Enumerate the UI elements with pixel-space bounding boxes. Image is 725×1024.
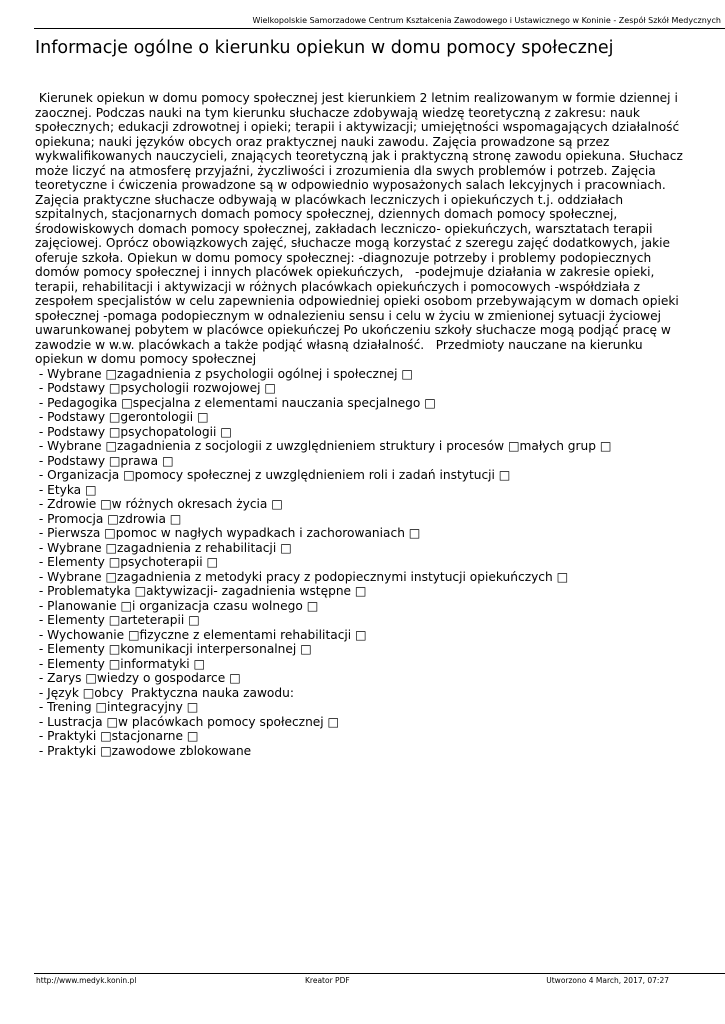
subject-list-item: - Elementy □psychoterapii □ bbox=[35, 555, 219, 569]
footer-created-date: Utworzono 4 March, 2017, 07:27 bbox=[546, 976, 669, 985]
subject-list-item: - Wybrane □zagadnienia z rehabilitacji □ bbox=[35, 540, 292, 555]
subject-list bbox=[35, 367, 705, 759]
subject-list-item: - Organizacja □pomocy społecznej z uwzględnieniem roli i zadań instytucji □ bbox=[35, 468, 511, 482]
article-body bbox=[35, 91, 705, 758]
subject-list-item: - Etyka □ bbox=[35, 482, 97, 497]
subject-list-item: - Praktyki □zawodowe zblokowane bbox=[35, 743, 252, 758]
subject-list-item: - Podstawy □gerontologii □ bbox=[35, 410, 209, 424]
subject-list-item: - Wybrane □zagadnienia z socjologii z uwzględnieniem struktury i procesów □małych grup □ bbox=[35, 439, 612, 453]
footer-creator: Kreator PDF bbox=[305, 976, 350, 985]
intro-paragraph bbox=[35, 91, 705, 367]
subject-list-item: - Elementy □informatyki □ bbox=[35, 656, 206, 671]
subject-list-item: - Wybrane □zagadnienia z psychologii ogólnej i społecznej □ bbox=[35, 366, 413, 381]
subject-list-item: - Planowanie □i organizacja czasu wolnego □ bbox=[35, 598, 319, 613]
paragraph-line: domów pomocy społecznej i innych placówek opiekuńczych, -podejmuje działania w zakresie opieki, bbox=[35, 265, 655, 279]
subject-list-item: - Elementy □arteterapii □ bbox=[35, 613, 200, 627]
subject-list-item: - Pedagogika □specjalna z elementami nauczania specjalnego □ bbox=[35, 395, 436, 410]
subject-list-item: - Lustracja □w placówkach pomocy społecznej □ bbox=[35, 714, 340, 729]
subject-list-item: - Podstawy □psychologii rozwojowej □ bbox=[35, 381, 276, 395]
subject-list-item: - Wybrane □zagadnienia z metodyki pracy z podopiecznymi instytucji opiekuńczych □ bbox=[35, 569, 569, 584]
paragraph-line: terapii, rehabilitacji i aktywizacji w różnych placówkach opiekuńczych i pomocowych -współdziała z bbox=[35, 279, 641, 294]
subject-list-item: - Podstawy □prawa □ bbox=[35, 453, 174, 468]
subject-list-item: - Trening □integracyjny □ bbox=[35, 700, 199, 714]
paragraph-line: zaocznej. Podczas nauki na tym kierunku słuchacze zdobywają wiedzę teoretyczną z zakresu: nauk bbox=[35, 105, 640, 120]
subject-list-item: - Podstawy □psychopatologii □ bbox=[35, 424, 232, 439]
paragraph-line: oferuje szkoła. Opiekun w domu pomocy społecznej: -diagnozuje potrzeby i problemy podopiecznych bbox=[35, 250, 652, 265]
paragraph-line: szpitalnych, stacjonarnych domach pomocy społecznej, dziennych domach pomocy społecznej, bbox=[35, 207, 618, 221]
paragraph-line: Zajęcia praktyczne słuchacze odbywają w placówkach leczniczych i opiekuńczych t.j. oddziałach bbox=[35, 192, 624, 207]
paragraph-line: wykwalifikowanych nauczycieli, znających teoretyczną jak i praktyczną stronę zawodu opiekuna. Słuchacz bbox=[35, 149, 683, 163]
footer-url-link[interactable]: http://www.medyk.konin.pl bbox=[36, 976, 137, 985]
paragraph-line: opiekuna; nauki języków obcych oraz praktycznej nauki zawodu. Zajęcia prowadzone są przez bbox=[35, 134, 610, 149]
paragraph-line: Kierunek opiekun w domu pomocy społecznej jest kierunkiem 2 letnim realizowanym w formie dziennej i bbox=[35, 91, 678, 105]
subject-list-item: - Problematyka □aktywizacji- zagadnienia wstępne □ bbox=[35, 584, 367, 598]
header-institution: Wielkopolskie Samorzadowe Centrum Kształcenia Zawodowego i Ustawicznego w Koninie - Zespół Szkół Medycznych bbox=[252, 16, 721, 25]
subject-list-item: - Zdrowie □w różnych okresach życia □ bbox=[35, 497, 283, 511]
subject-list-item: - Promocja □zdrowia □ bbox=[35, 511, 182, 526]
paragraph-line: zespołem specjalistów w celu zapewnienia odpowiedniej opieki osobom przebywającym w domach opieki bbox=[35, 294, 679, 308]
paragraph-line: opiekun w domu pomocy społecznej bbox=[35, 352, 257, 366]
footer-divider bbox=[34, 973, 725, 974]
paragraph-line: społecznej -pomaga podopiecznym w odnalezieniu sensu i celu w życiu w zmienionej sytuacji życiowej bbox=[35, 308, 662, 323]
page-title: Informacje ogólne o kierunku opiekun w domu pomocy społecznej bbox=[35, 38, 614, 58]
subject-list-item: - Wychowanie □fizyczne z elementami rehabilitacji □ bbox=[35, 627, 367, 642]
paragraph-line: zajęciowej. Oprócz obowiązkowych zajęć, słuchacze mogą korzystać z szeregu zajęć dodatkowych, jakie bbox=[35, 236, 671, 250]
subject-list-item: - Praktyki □stacjonarne □ bbox=[35, 729, 199, 743]
subject-list-item: - Elementy □komunikacji interpersonalnej □ bbox=[35, 642, 312, 656]
paragraph-line: teoretyczne i ćwiczenia prowadzone są w odpowiednio wyposażonych salach lekcyjnych i pracowniach. bbox=[35, 178, 666, 192]
paragraph-line: zawodzie w w.w. placówkach a także podjąć własną działalność. Przedmioty nauczane na kierunku bbox=[35, 337, 643, 352]
paragraph-line: może liczyć na atmosferę przyjaźni, życzliwości i zrozumienia dla swych problemów i potrzeb. Zajęcia bbox=[35, 163, 656, 178]
subject-list-item: - Język □obcy Praktyczna nauka zawodu: bbox=[35, 685, 294, 700]
paragraph-line: społecznych; edukacji zdrowotnej i opieki; terapii i aktywizacji; umiejętności wspomagających działalność bbox=[35, 120, 680, 134]
paragraph-line: środowiskowych domach pomocy społecznej, zakładach leczniczo- opiekuńczych, warsztatach terapii bbox=[35, 221, 653, 236]
subject-list-item: - Zarys □wiedzy o gospodarce □ bbox=[35, 671, 241, 685]
subject-list-item: - Pierwsza □pomoc w nagłych wypadkach i zachorowaniach □ bbox=[35, 526, 421, 540]
header-divider bbox=[34, 28, 725, 29]
paragraph-line: uwarunkowanej pobytem w placówce opiekuńczej Po ukończeniu szkoły słuchacze mogą podjąć pracę w bbox=[35, 323, 671, 337]
